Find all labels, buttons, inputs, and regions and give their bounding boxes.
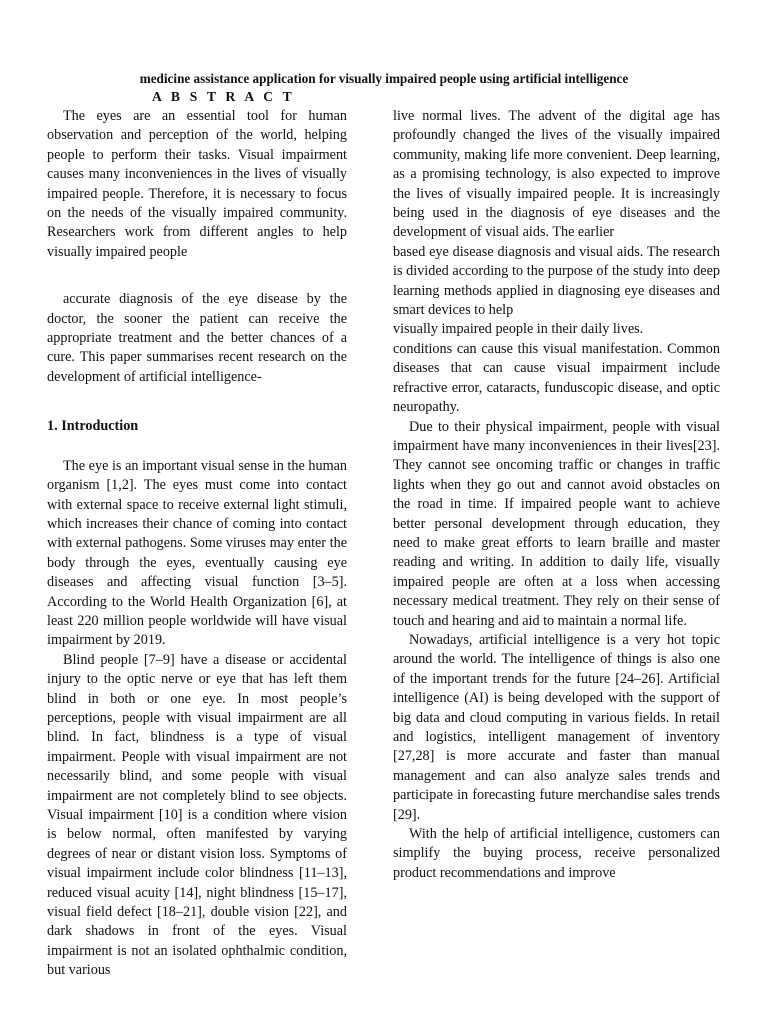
intro-paragraph-1: The eye is an important visual sense in the human organism [1,2]. The eyes must come into contact with external space to receive external light stimuli, which increases their chance of coming into contact with external pathogens. Some viruses may enter the body through the eyes, eventually causing eye diseases and affecting visual function [3–5]. According to the World Health Organization [6], at least 220 million people worldwide will have visual impairment by 2019. [47,457,347,649]
abstract-continuation-b: based eye disease diagnosis and visual aids. The research is divided according to the purpose of the study into deep learning methods applied in diagnosing eye diseases and smart devices to help [393,243,720,319]
right-column [393,107,720,883]
intro-paragraph-5: With the help of artificial intelligence, customers can simplify the buying process, receive personalized product recommendations and improve [393,826,720,881]
intro-paragraph-4: Nowadays, artificial intelligence is a very hot topic around the world. The intelligence of things is also one of the important trends for the future [24–26]. Artificial intelligence (AI) is being developed with the support of big data and cloud computing in various fields. In retail and logistics, intelligent management of inventory [27,28] is more accurate and faster than manual management and can also analyze sales trends and participate in forecasting future merchandise sales trends [29]. [393,631,720,823]
intro-continuation: conditions can cause this visual manifestation. Common diseases that can cause visual impairment include refractive error, cataracts, funduscopic disease, and optic neuropathy. [393,340,720,416]
abstract-paragraph-2: accurate diagnosis of the eye disease by the doctor, the sooner the patient can receive the appropriate treatment and the better chances of a cure. This paper summarises recent research on the development of artificial intelligence- [47,291,347,385]
abstract-continuation-a: live normal lives. The advent of the digital age has profoundly changed the lives of the visually impaired community, making life more convenient. Deep learning, as a promising technology, is also expected to improve the lives of visually impaired people. It is increasingly being used in the diagnosis of eye diseases and the development of visual aids. The earlier [393,108,720,241]
left-column [47,107,347,981]
intro-paragraph-2: Blind people [7–9] have a disease or accidental injury to the optic nerve or eye that has left them blind in both or one eye. In most people’s perceptions, people with visual impairment are all blind. In fact, blindness is a type of visual impairment. People with visual impairment are not necessarily blind, and some people with visual impairment are not completely blind to see objects. Visual impairment [10] is a condition where vision is below normal, often manifested by varying degrees of near or distant vision loss. Symptoms of visual impairment include color blindness [11–13], reduced visual acuity [14], night blindness [15–17], visual field defect [18–21], double vision [22], and dark shadows in front of the eyes. Visual impairment is not an isolated ophthalmic condition, but various [47,651,347,979]
abstract-paragraph-1: The eyes are an essential tool for human observation and perception of the world, helping people to perform their tasks. Visual impairment causes many inconveniences in the lives of visually impaired people. Therefore, it is necessary to focus on the needs of the visually impaired community. Researchers work from different angles to help visually impaired people [47,108,347,260]
section-heading-introduction: 1. Introduction [47,418,139,435]
abstract-heading: A B S T R A C T [152,89,295,104]
paper-title: medicine assistance application for visually impaired people using artificial intelligence [139,71,629,86]
intro-paragraph-3: Due to their physical impairment, people with visual impairment have many inconveniences in their lives[23]. They cannot see oncoming traffic or changes in traffic lights when they go out and cannot avoid obstacles on the road in time. If impaired people want to achieve better personal development through education, they need to make great efforts to learn braille and master reading and writing. In addition to daily life, visually impaired people are often at a loss when accessing necessary medical treatment. They rely on their sense of touch and hearing and aid to maintain a normal life. [393,418,720,629]
abstract-continuation-c: visually impaired people in their daily lives. [393,321,644,338]
